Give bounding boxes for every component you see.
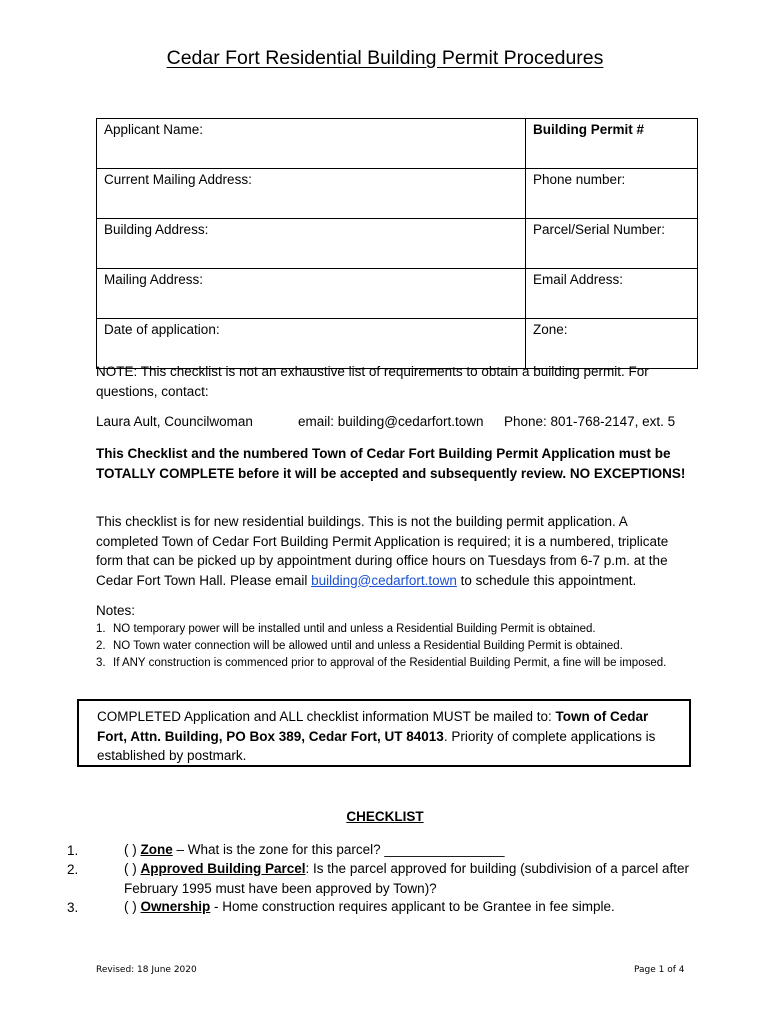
checklist-label: Zone xyxy=(140,842,173,857)
mail-address: Town of Cedar Fort, Attn. Building, PO Box 389, Cedar Fort, UT 84013 xyxy=(97,709,649,744)
revised-date: Revised: 18 June 2020 xyxy=(96,965,197,975)
warning-paragraph: This Checklist and the numbered Town of Cedar Fort Building Permit Application must be TOTALLY COMPLETE before it will be accepted and subsequently review. NO EXCEPTIONS! xyxy=(96,446,686,481)
zone-field[interactable]: Zone: xyxy=(526,319,698,369)
checklist-text: : Is the parcel approved for building (subdivision of a parcel after February 1995 must have been approved by Town)? xyxy=(124,861,690,896)
table-row xyxy=(97,319,698,369)
note-item: If ANY construction is commenced prior to approval of the Residential Building Permit, a fine will be imposed. xyxy=(113,657,667,669)
intro-text: This checklist is for new residential buildings. This is not the building permit application. A completed Town of Cedar Fort Building Permit Application is required; it is a numbered, triplicate form that can be picked up by appointment during office hours on Tuesdays from 6-7 p.m. at the Cedar Fort Town Hall. Please email xyxy=(96,514,669,588)
contact-name: Laura Ault, Councilwoman xyxy=(96,414,253,429)
checklist-text: - Home construction requires applicant to be Grantee in fee simple. xyxy=(210,899,615,914)
checkbox[interactable]: ( ) xyxy=(124,842,137,857)
checklist-heading: CHECKLIST xyxy=(346,809,424,824)
notes-heading: Notes: xyxy=(96,603,136,618)
checklist-label: Approved Building Parcel xyxy=(140,861,306,876)
table-row xyxy=(97,269,698,319)
checklist-number: 1. xyxy=(67,843,79,858)
building-permit-number-field[interactable] xyxy=(526,119,698,169)
page-number: Page 1 of 4 xyxy=(634,965,685,975)
checklist-item-zone xyxy=(124,840,694,860)
mailing-instructions-box xyxy=(77,699,691,767)
checklist-item-ownership xyxy=(124,897,694,917)
phone-number-field[interactable]: Phone number: xyxy=(526,169,698,219)
email-link[interactable]: building@cedarfort.town xyxy=(311,572,457,588)
page-title: Cedar Fort Residential Building Permit Procedures xyxy=(166,47,604,69)
checklist-text: – What is the zone for this parcel? ________________ xyxy=(172,842,505,857)
note-item: NO Town water connection will be allowed until and unless a Residential Building Permit is obtained. xyxy=(113,640,623,652)
checklist-number: 2. xyxy=(67,862,79,877)
checkbox[interactable]: ( ) xyxy=(124,899,137,914)
contact-email: email: building@cedarfort.town xyxy=(298,414,484,429)
note-paragraph: NOTE: This checklist is not an exhaustive list of requirements to obtain a building permit. For questions, contact: xyxy=(96,364,649,399)
date-of-application-field[interactable]: Date of application: xyxy=(97,319,526,369)
note-item: NO temporary power will be installed until and unless a Residential Building Permit is obtained. xyxy=(113,623,596,635)
building-address-field[interactable]: Building Address: xyxy=(97,219,526,269)
intro-text-end: to schedule this appointment. xyxy=(456,572,637,588)
applicant-info-table xyxy=(96,118,698,369)
table-row xyxy=(97,169,698,219)
note-number: 3. xyxy=(96,657,106,669)
mailing-address-field[interactable]: Mailing Address: xyxy=(97,269,526,319)
note-number: 2. xyxy=(96,640,106,652)
checklist-number: 3. xyxy=(67,900,79,915)
table-row xyxy=(97,219,698,269)
email-address-field[interactable]: Email Address: xyxy=(526,269,698,319)
checkbox[interactable]: ( ) xyxy=(124,861,137,876)
checklist-item-parcel xyxy=(124,859,696,898)
mail-prefix: COMPLETED Application and ALL checklist information MUST be mailed to: xyxy=(97,709,556,724)
mail-suffix: . Priority of complete applications is established by postmark. xyxy=(97,728,656,763)
parcel-serial-number-field[interactable]: Parcel/Serial Number: xyxy=(526,219,698,269)
current-mailing-address-field[interactable]: Current Mailing Address: xyxy=(97,169,526,219)
checklist-label: Ownership xyxy=(140,899,211,914)
applicant-name-field[interactable]: Applicant Name: xyxy=(97,119,526,169)
building-permit-label: Building Permit # xyxy=(533,122,645,137)
table-row xyxy=(97,119,698,169)
contact-phone: Phone: 801-768-2147, ext. 5 xyxy=(504,414,676,429)
intro-paragraph xyxy=(96,512,690,590)
note-number: 1. xyxy=(96,623,106,635)
